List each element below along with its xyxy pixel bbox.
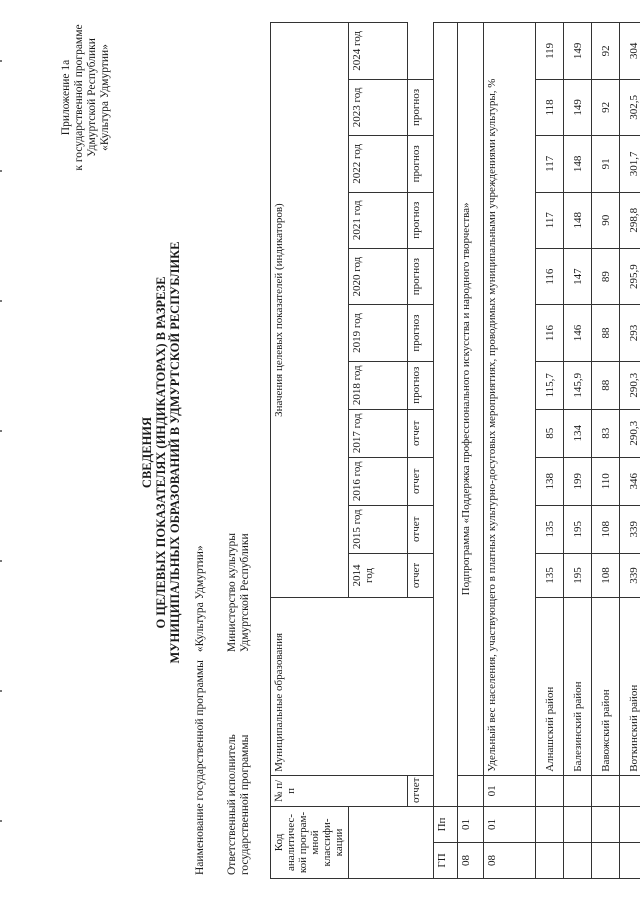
value-cell: 298,8 [620, 192, 640, 248]
value-cell: 116 [536, 305, 564, 361]
appendix-line: Приложение 1а [60, 59, 72, 136]
title-line: О ЦЕЛЕВЫХ ПОКАЗАТЕЛЯХ (ИНДИКАТОРАХ) В РАЗРЕЗЕ [154, 276, 168, 629]
year-cell: 2020 год [349, 248, 408, 304]
year-cell: 2023 год [349, 79, 408, 135]
value-cell: 92 [592, 79, 620, 135]
type-cell: прогноз [408, 192, 434, 248]
value-cell: 110 [592, 457, 620, 505]
value-cell: 138 [536, 457, 564, 505]
appendix-line: к государственной программе [73, 24, 85, 171]
value-cell: 148 [564, 136, 592, 192]
value-cell: 302,5 [620, 79, 640, 135]
header-row [271, 23, 349, 879]
header-blank [434, 23, 458, 807]
executor-label-line: Ответственный исполнитель [226, 734, 238, 875]
subprogram-pp: 01 [458, 806, 484, 842]
values-header: Значения целевых показателей (индикаторов) [271, 23, 349, 598]
subprogram-title: Подпрограмма «Поддержка профессионального искусства и народного творчества» [458, 23, 484, 776]
value-cell: 293 [620, 305, 640, 361]
subprogram-row [458, 23, 484, 879]
program-value: «Культура Удмуртии» [194, 545, 206, 653]
indicator-title: Удельный вес населения, участвующего в платных культурно-досуговых мероприятиях, проводимых муниципальными учреждениями культуры, % [484, 23, 536, 776]
year-cell: 2022 год [349, 136, 408, 192]
indicator-gp: 08 [484, 843, 536, 879]
executor-row [226, 533, 252, 875]
value-cell: 90 [592, 192, 620, 248]
executor-value [226, 533, 252, 652]
value-cell: 83 [592, 409, 620, 457]
value-cell: 92 [592, 23, 620, 80]
indicators-table [270, 22, 640, 879]
value-cell: 290,3 [620, 361, 640, 409]
appendix-line: Удмуртской Республики [86, 38, 98, 157]
value-cell: 117 [536, 192, 564, 248]
code-header-empty [349, 806, 434, 878]
year-cell: 2021 год [349, 192, 408, 248]
code-header: Код аналитичес-кой програм-мной классифи-кации [271, 806, 349, 878]
value-cell: 118 [536, 79, 564, 135]
program-name-row [194, 545, 207, 875]
value-cell: 339 [620, 505, 640, 553]
value-cell: 346 [620, 457, 640, 505]
municipality-name: Балезинский район [564, 598, 592, 776]
value-cell: 148 [564, 192, 592, 248]
value-cell: 199 [564, 457, 592, 505]
executor-label-line: государственной программы [239, 734, 251, 875]
type-cell: прогноз [408, 248, 434, 304]
pp-header: Пп [434, 806, 458, 842]
title-line: МУНИЦИПАЛЬНЫХ ОБРАЗОВАНИЙ В УДМУРТСКОЙ РЕСПУБЛИКЕ [168, 241, 182, 664]
type-cell: прогноз [408, 305, 434, 361]
year-cell: 2015 год [349, 505, 408, 553]
table-row [592, 23, 620, 879]
type-cell: прогноз [408, 361, 434, 409]
year-cell: 2024 год [349, 23, 408, 80]
num-header: № п/п [271, 775, 408, 806]
value-cell: 115,7 [536, 361, 564, 409]
value-cell: 149 [564, 23, 592, 80]
executor-label [226, 655, 252, 875]
table-row [536, 23, 564, 879]
year-cell: 2019 год [349, 305, 408, 361]
gp-header: ГП [434, 843, 458, 879]
appendix-note [60, 10, 112, 185]
value-cell: 145,9 [564, 361, 592, 409]
value-cell: 146 [564, 305, 592, 361]
municipality-name: Вавожский район [592, 598, 620, 776]
year-cell: 2014 год [349, 553, 408, 597]
program-label: Наименование государственной программы [194, 660, 206, 875]
value-cell: 195 [564, 505, 592, 553]
value-cell: 89 [592, 248, 620, 304]
value-cell: 108 [592, 553, 620, 597]
indicator-row [484, 23, 536, 879]
value-cell: 88 [592, 361, 620, 409]
year-cell: 2016 год [349, 457, 408, 505]
type-cell: отчет [408, 553, 434, 597]
type-cell: отчет [408, 409, 434, 457]
value-cell: 339 [620, 553, 640, 597]
value-cell: 85 [536, 409, 564, 457]
value-cell: 134 [564, 409, 592, 457]
municipality-name: Воткинский район [620, 598, 640, 776]
executor-value-line: Министерство культуры [226, 533, 238, 653]
subprogram-blank [458, 775, 484, 806]
value-cell: 135 [536, 553, 564, 597]
appendix-line: «Культура Удмуртии» [99, 44, 111, 151]
indicator-num: 01 [484, 775, 536, 806]
value-cell: 108 [592, 505, 620, 553]
type-cell: отчет [408, 775, 434, 806]
table-row [564, 23, 592, 879]
code-letters-row [434, 23, 458, 879]
municipality-header: Муниципальные образования [271, 598, 434, 776]
value-cell: 119 [536, 23, 564, 80]
value-cell: 290,3 [620, 409, 640, 457]
type-cell: прогноз [408, 136, 434, 192]
value-cell: 304 [620, 23, 640, 80]
type-cell: прогноз [408, 79, 434, 135]
document-title [140, 0, 182, 905]
value-cell: 195 [564, 553, 592, 597]
table-row [620, 23, 640, 879]
value-cell: 117 [536, 136, 564, 192]
value-cell: 149 [564, 79, 592, 135]
title-line: СВЕДЕНИЯ [140, 416, 154, 489]
value-cell: 147 [564, 248, 592, 304]
year-cell: 2017 год [349, 409, 408, 457]
value-cell: 301,7 [620, 136, 640, 192]
value-cell: 116 [536, 248, 564, 304]
year-cell: 2018 год [349, 361, 408, 409]
type-cell: отчет [408, 505, 434, 553]
executor-value-line: Удмуртской Республики [239, 533, 251, 653]
value-cell: 88 [592, 305, 620, 361]
municipality-name: Алнашский район [536, 598, 564, 776]
value-cell: 135 [536, 505, 564, 553]
value-cell: 91 [592, 136, 620, 192]
subprogram-gp: 08 [458, 843, 484, 879]
indicator-pp: 01 [484, 806, 536, 842]
value-cell: 295,9 [620, 248, 640, 304]
type-cell: отчет [408, 457, 434, 505]
